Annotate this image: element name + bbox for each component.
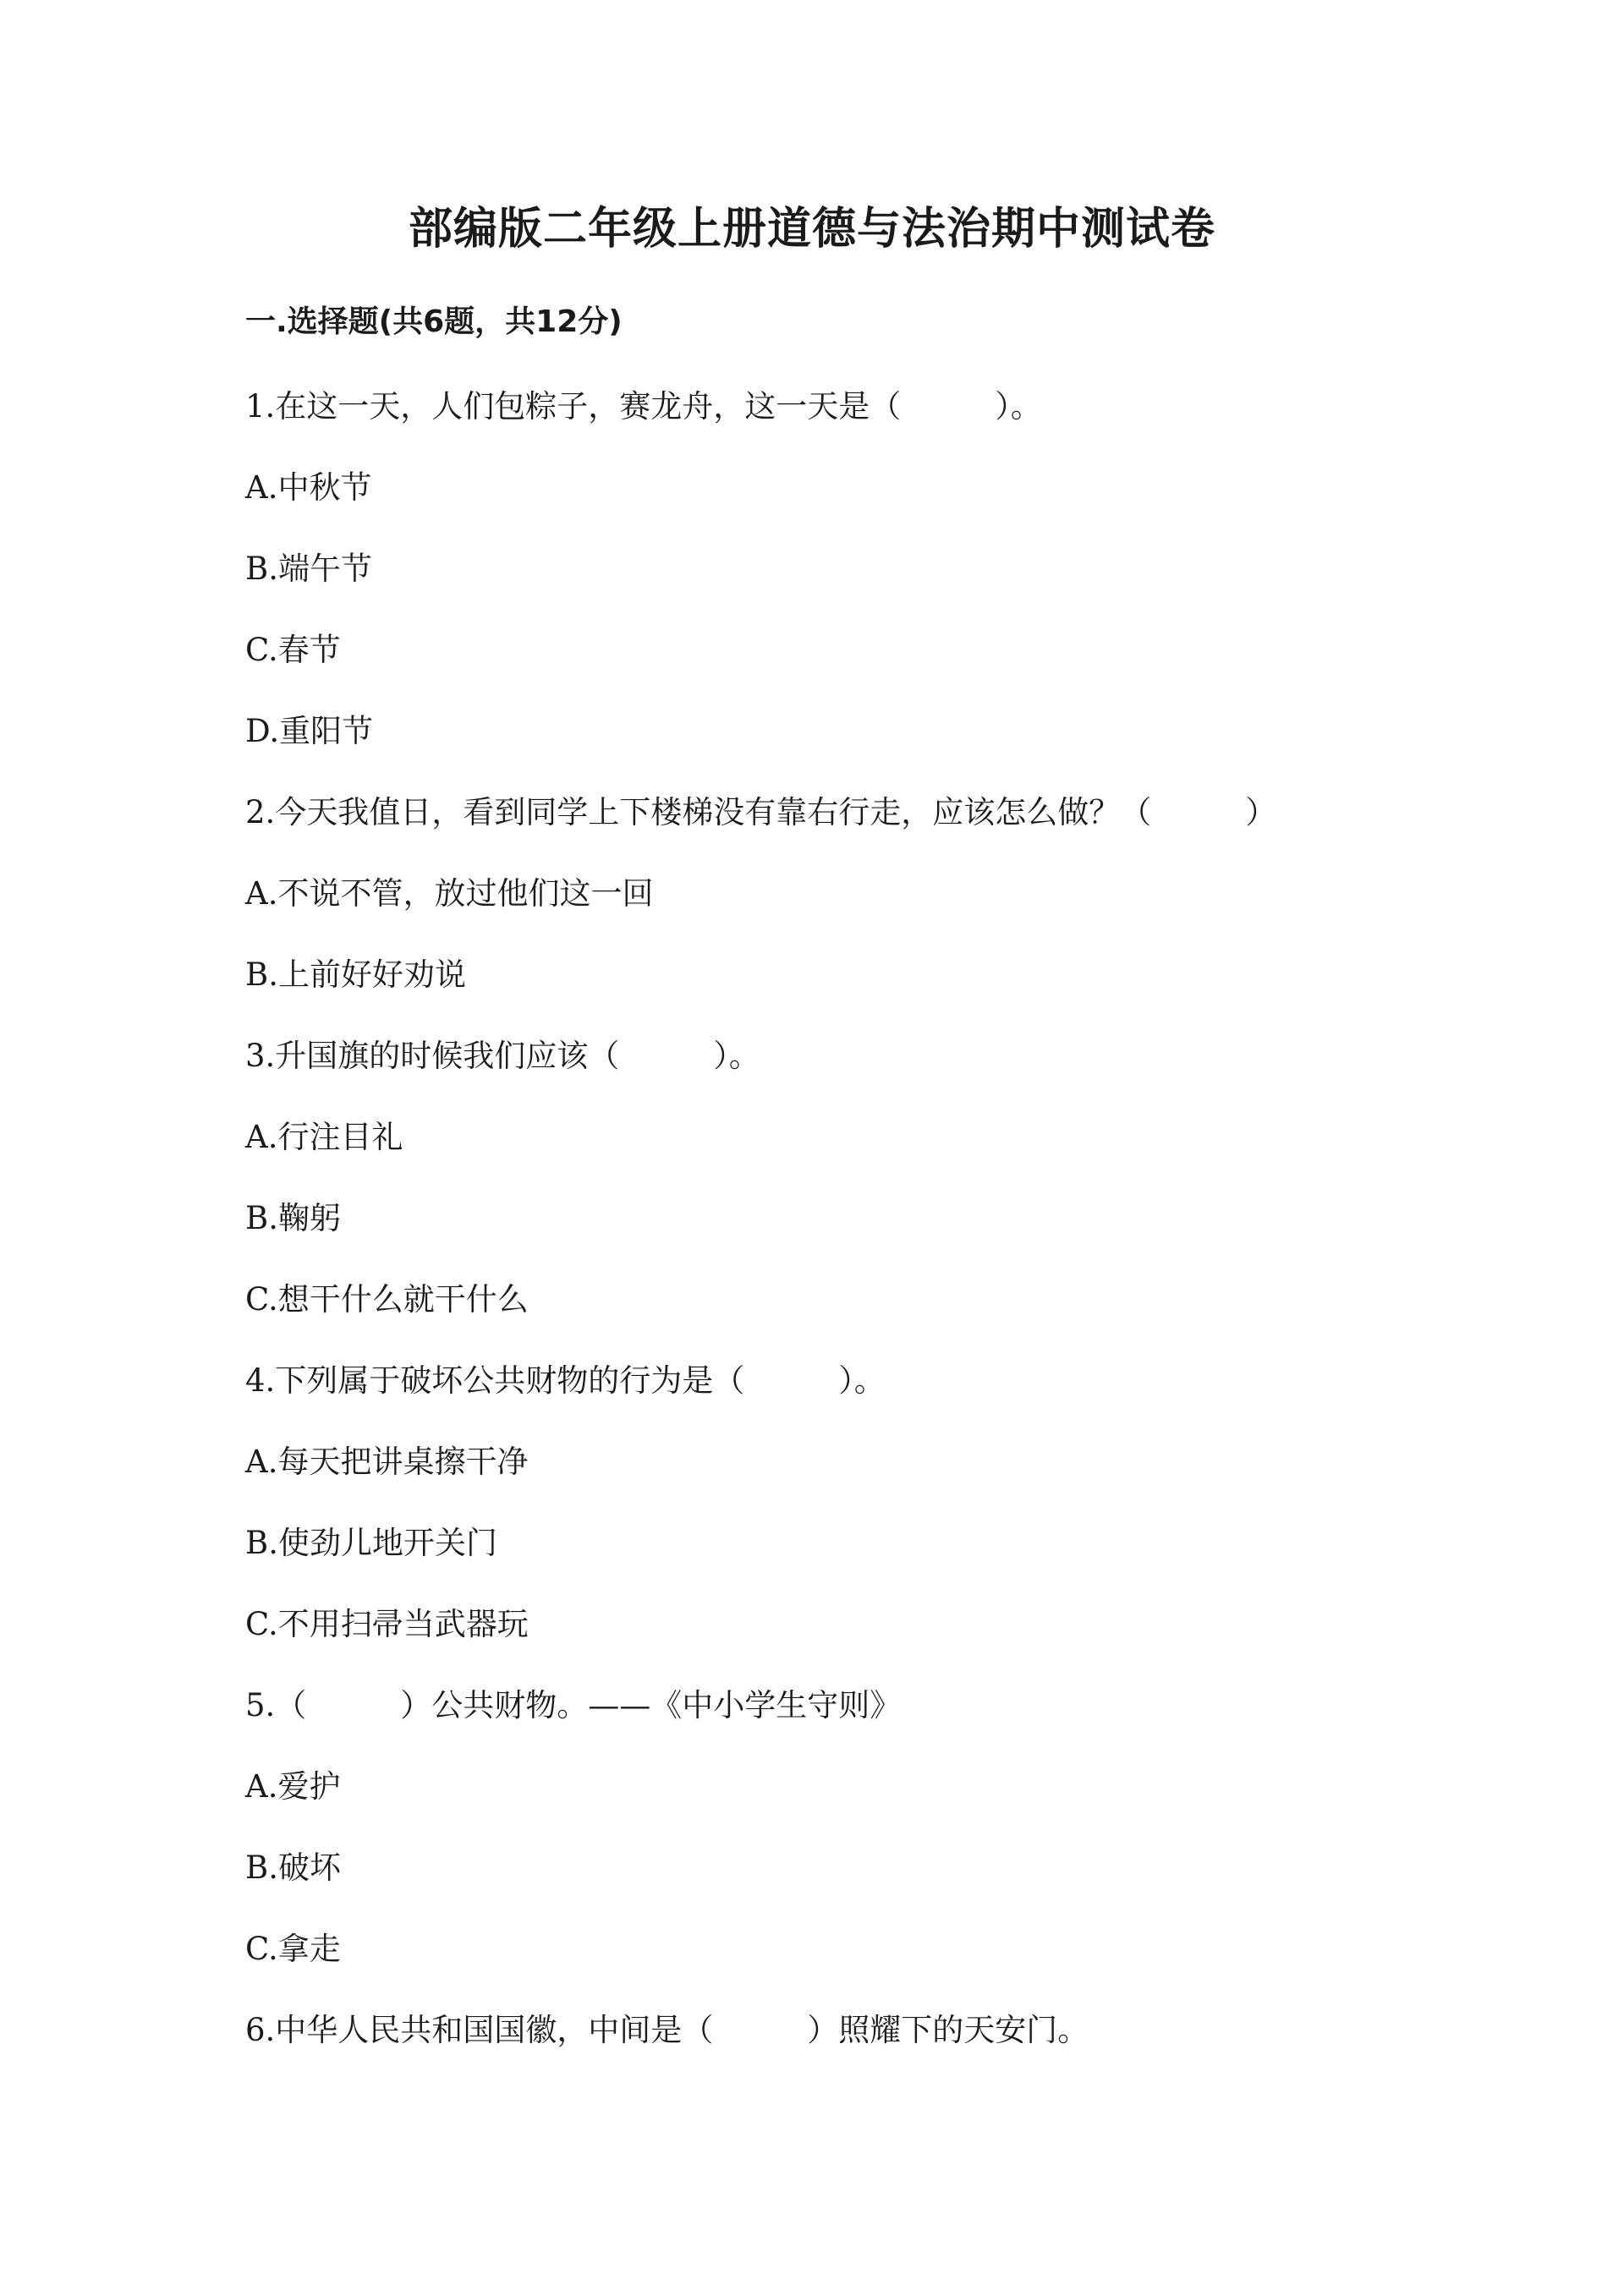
question-1-option-a: A.中秋节 <box>245 469 372 506</box>
question-4-option-c: C.不用扫帚当武器玩 <box>245 1606 529 1642</box>
question-2-option-a: A.不说不管，放过他们这一回 <box>245 875 654 912</box>
page-title: 部编版二年级上册道德与法治期中测试卷 <box>408 204 1215 255</box>
question-1-option-c: C.春节 <box>245 632 341 668</box>
section-heading: 一.选择题(共6题，共12分) <box>245 304 623 339</box>
question-4-option-b: B.使劲儿地开关门 <box>245 1525 497 1561</box>
question-1-option-d: D.重阳节 <box>245 713 374 749</box>
question-5-stem: 5.（ ）公共财物。——《中小学生守则》 <box>245 1687 902 1723</box>
question-6-stem: 6.中华人民共和国国徽，中间是（ ）照耀下的天安门。 <box>245 2012 1089 2048</box>
question-5-option-b: B.破坏 <box>245 1849 341 1886</box>
question-3-option-a: A.行注目礼 <box>245 1119 403 1155</box>
question-3-stem: 3.升国旗的时候我们应该（ ）。 <box>245 1038 760 1074</box>
question-3-option-c: C.想干什么就干什么 <box>245 1281 529 1318</box>
question-5-option-c: C.拿走 <box>245 1931 341 1967</box>
question-4-option-a: A.每天把讲桌擦干净 <box>245 1444 529 1480</box>
question-1-option-b: B.端午节 <box>245 551 372 587</box>
question-5-option-a: A.爱护 <box>245 1768 341 1805</box>
question-1-stem: 1.在这一天，人们包粽子，赛龙舟，这一天是（ ）。 <box>245 388 1042 425</box>
question-3-option-b: B.鞠躬 <box>245 1200 341 1236</box>
question-2-stem: 2.今天我值日，看到同学上下楼梯没有靠右行走，应该怎么做？（ ） <box>245 794 1277 830</box>
question-2-option-b: B.上前好好劝说 <box>245 956 466 993</box>
question-4-stem: 4.下列属于破坏公共财物的行为是（ ）。 <box>245 1362 886 1399</box>
